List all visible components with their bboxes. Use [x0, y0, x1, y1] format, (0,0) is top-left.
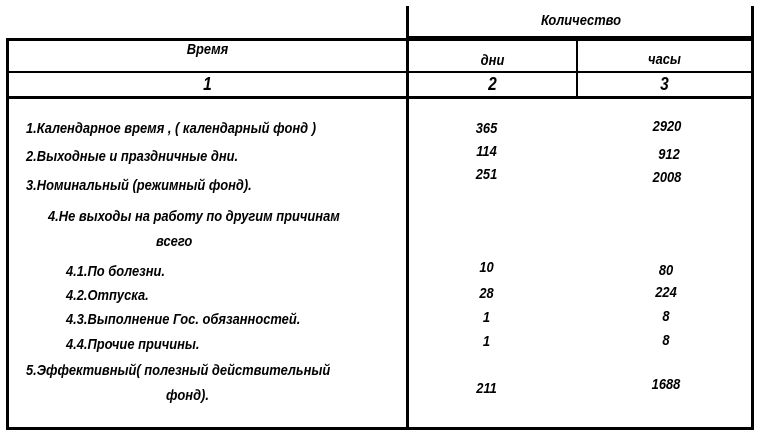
row-hours-vacations: 224 — [655, 284, 677, 301]
row-hours-state-duties: 8 — [662, 308, 670, 325]
row-hours-sickness: 80 — [658, 262, 674, 279]
rule-col1-col2 — [406, 6, 409, 430]
column-number-1: 1 — [203, 74, 212, 94]
days-header: дни — [480, 52, 505, 69]
row-label-weekends-holidays: 2.Выходные и праздничные дни. — [26, 148, 239, 165]
row-label-state-duties: 4.3.Выполнение Гос. обязанностей. — [66, 311, 301, 328]
row-hours-weekends-holidays: 912 — [658, 146, 680, 163]
rule-col2-col3 — [576, 38, 578, 99]
row-hours-effective-fund: 1688 — [651, 376, 681, 393]
row-label-vacations: 4.2.Отпуска. — [66, 287, 149, 304]
row-hours-calendar-time: 2920 — [652, 118, 682, 135]
rule-below-numbers — [6, 96, 754, 99]
row-days-state-duties: 1 — [482, 309, 491, 326]
row-days-sickness: 10 — [479, 259, 494, 276]
row-label-absences-line2: всего — [156, 233, 193, 250]
row-days-calendar-time: 365 — [475, 120, 498, 137]
rule-bottom — [6, 427, 754, 430]
row-hours-other-reasons: 8 — [662, 332, 670, 349]
row-label-sickness: 4.1.По болезни. — [66, 263, 165, 280]
row-days-weekends-holidays: 114 — [476, 143, 497, 160]
row-label-nominal-fund: 3.Номинальный (режимный фонд). — [26, 177, 252, 194]
row-label-absences-line1: 4.Не выходы на работу по другим причинам — [48, 208, 340, 225]
row-days-effective-fund: 211 — [476, 380, 497, 397]
row-label-calendar-time: 1.Календарное время , ( календарный фонд ) — [26, 120, 317, 137]
quantity-header: Количество — [540, 12, 622, 29]
row-hours-nominal-fund: 2008 — [652, 169, 682, 186]
column-number-2: 2 — [488, 74, 497, 94]
rule-right — [751, 6, 754, 430]
time-header: Время — [186, 41, 229, 58]
column-number-3: 3 — [660, 74, 669, 94]
row-label-effective-fund-line1: 5.Эффективный( полезный действительный — [26, 362, 331, 379]
row-days-other-reasons: 1 — [482, 333, 491, 350]
row-days-vacations: 28 — [479, 285, 494, 302]
hours-header: часы — [648, 51, 681, 68]
row-days-nominal-fund: 251 — [475, 166, 498, 183]
row-label-other-reasons: 4.4.Прочие причины. — [66, 336, 200, 353]
rule-left — [6, 38, 9, 430]
rule-above-numbers — [6, 71, 754, 73]
row-label-effective-fund-line2: фонд). — [166, 387, 209, 404]
